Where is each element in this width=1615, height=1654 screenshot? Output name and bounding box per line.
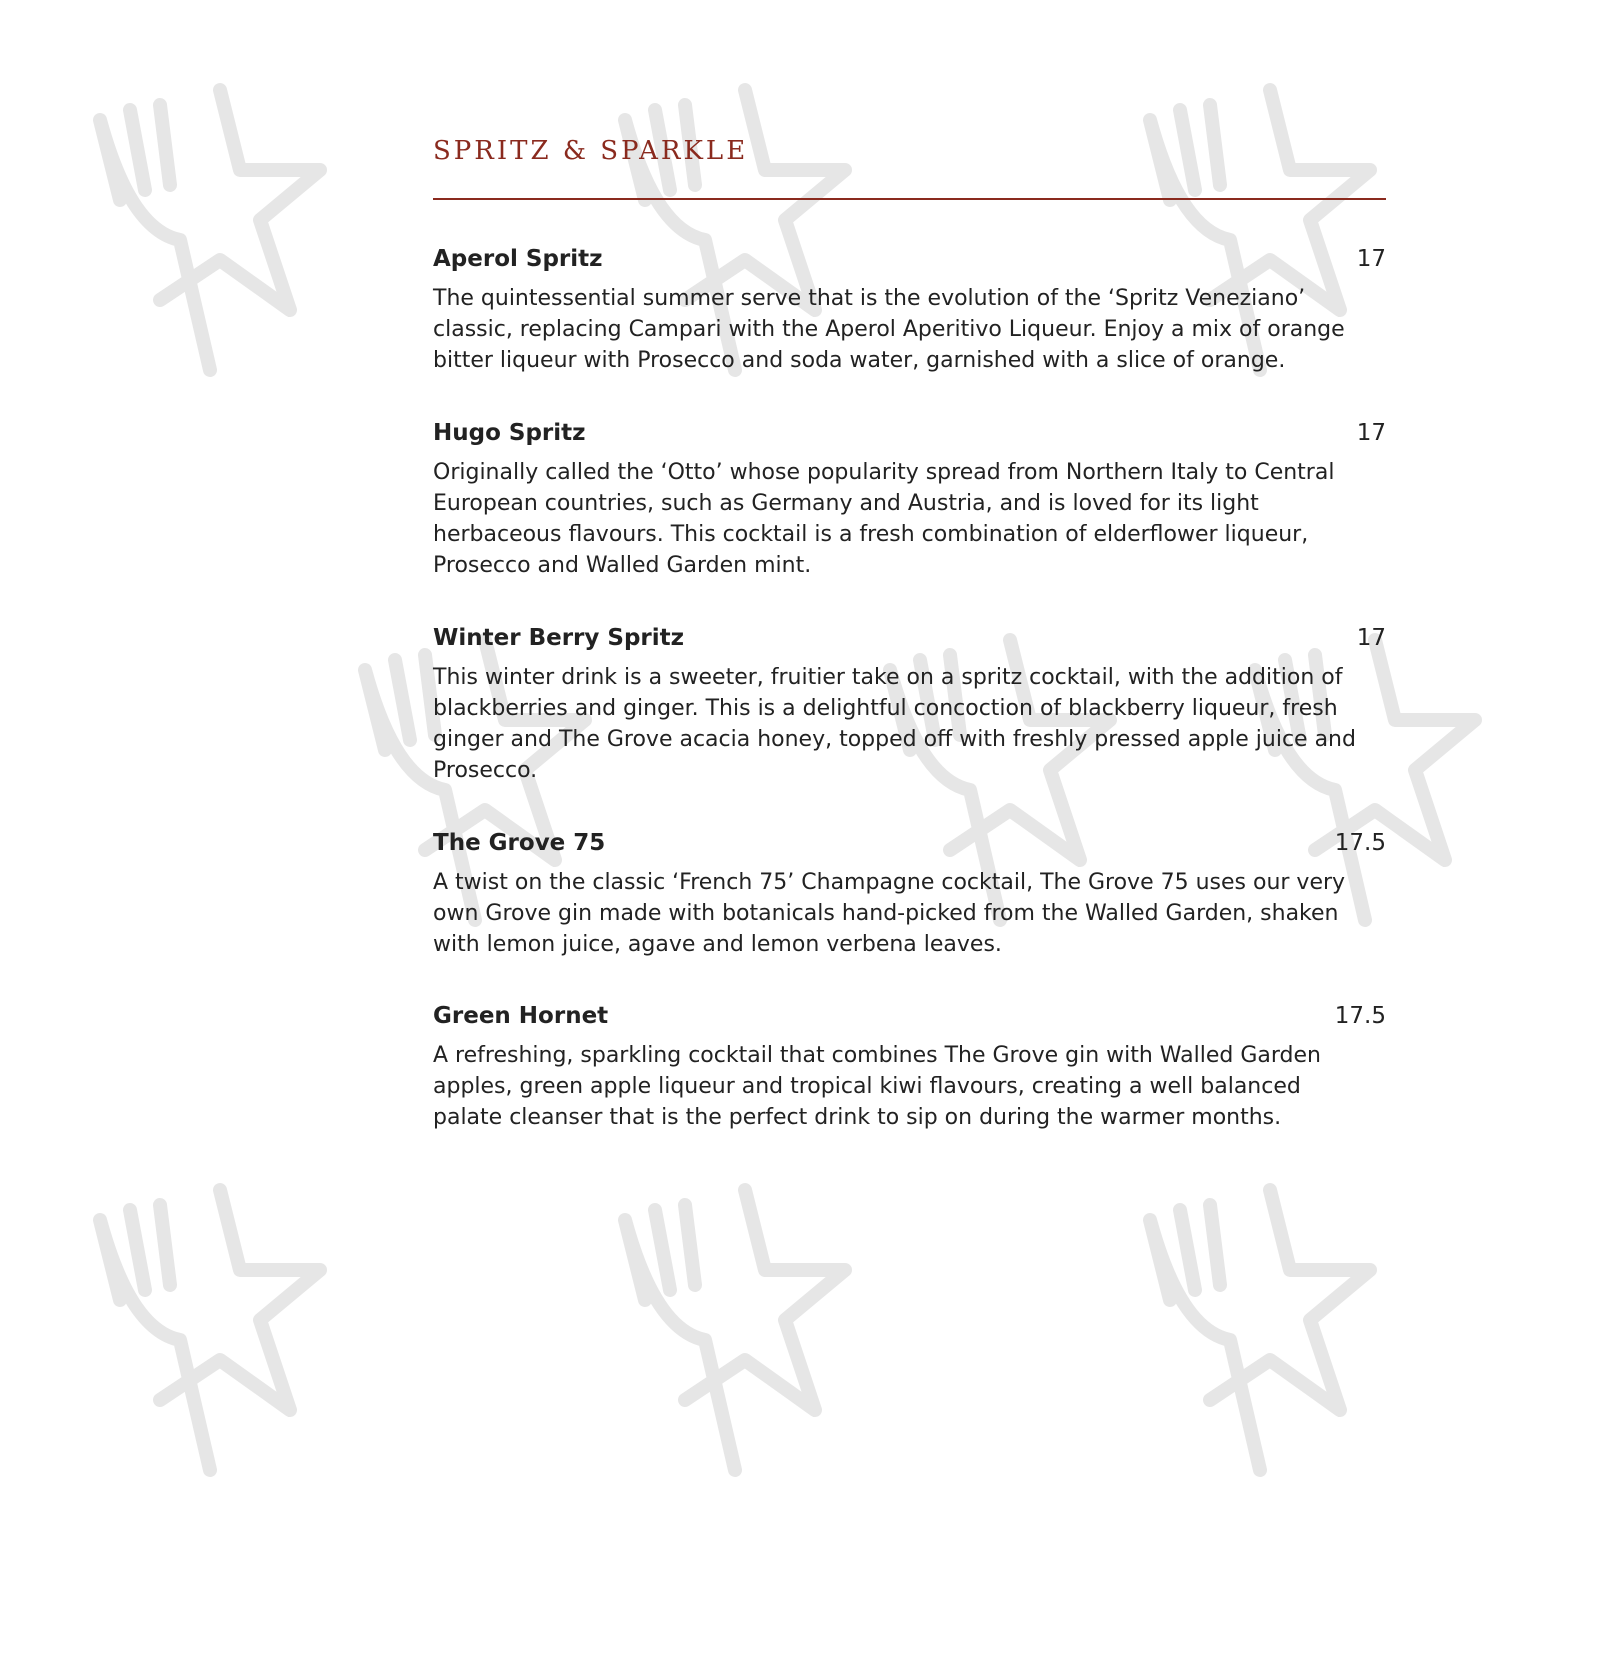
menu-item-price: 17: [1356, 246, 1386, 272]
menu-item-description: A refreshing, sparkling cocktail that combines The Grove gin with Walled Garden apples, green apple liqueur and tropical kiwi flavours, creating a well balanced palate cleanser that is the perfect drink to sip on during the warmer months.: [433, 1043, 1321, 1130]
fork-star-icon: [60, 60, 460, 460]
menu-item-price: 17: [1356, 625, 1386, 651]
menu-item-header: [433, 1003, 1386, 1033]
fork-star-icon: [60, 1160, 460, 1560]
watermark-logo: [1110, 1160, 1510, 1560]
watermark-logo: [60, 1160, 460, 1560]
menu-item: [433, 830, 1386, 960]
watermark-logo: [585, 1160, 985, 1560]
menu-item-description: Originally called the ‘Otto’ whose popularity spread from Northern Italy to Central European countries, such as Germany and Austria, and is loved for its light herbaceous flavours. This cocktail is a fresh combination of elderflower liqueur, Prosecco and Walled Garden mint.: [433, 460, 1335, 578]
menu-item-header: [433, 625, 1386, 655]
menu-item-name: Green Hornet: [433, 1003, 609, 1029]
menu-item-price: 17.5: [1334, 830, 1386, 856]
watermark-logo: [60, 60, 460, 460]
menu-item-description: The quintessential summer serve that is the evolution of the ‘Spritz Veneziano’ classic, replacing Campari with the Aperol Aperitivo Liqueur. Enjoy a mix of orange bitter liqueur with Prosecco and soda water, garnished with a slice of orange.: [433, 286, 1345, 373]
menu-item-price: 17: [1356, 420, 1386, 446]
menu-item-name: The Grove 75: [433, 830, 606, 856]
menu-item: [433, 1003, 1386, 1133]
menu-item-name: Aperol Spritz: [433, 246, 603, 272]
fork-star-icon: [585, 1160, 985, 1560]
menu-item: [433, 420, 1386, 581]
menu-item-name: Winter Berry Spritz: [433, 625, 685, 651]
menu-item: [433, 246, 1386, 376]
section-title: SPRITZ & SPARKLE: [433, 136, 749, 166]
fork-star-icon: [1110, 1160, 1510, 1560]
menu-item-header: [433, 246, 1386, 276]
menu-item-description: A twist on the classic ‘French 75’ Champagne cocktail, The Grove 75 uses our very own Grove gin made with botanicals hand-picked from the Walled Garden, shaken with lemon juice, agave and lemon verbena leaves.: [433, 870, 1346, 957]
menu-item-header: [433, 830, 1386, 860]
title-divider: [433, 198, 1386, 200]
menu-item-header: [433, 420, 1386, 450]
menu-item-price: 17.5: [1334, 1003, 1386, 1029]
menu-item-description: This winter drink is a sweeter, fruitier take on a spritz cocktail, with the addition of blackberries and ginger. This is a delightful concoction of blackberry liqueur, fresh ginger and The Grove acacia honey, topped off with freshly pressed apple juice and Prosecco.: [433, 665, 1356, 783]
menu-item-name: Hugo Spritz: [433, 420, 586, 446]
menu-item: [433, 625, 1386, 786]
